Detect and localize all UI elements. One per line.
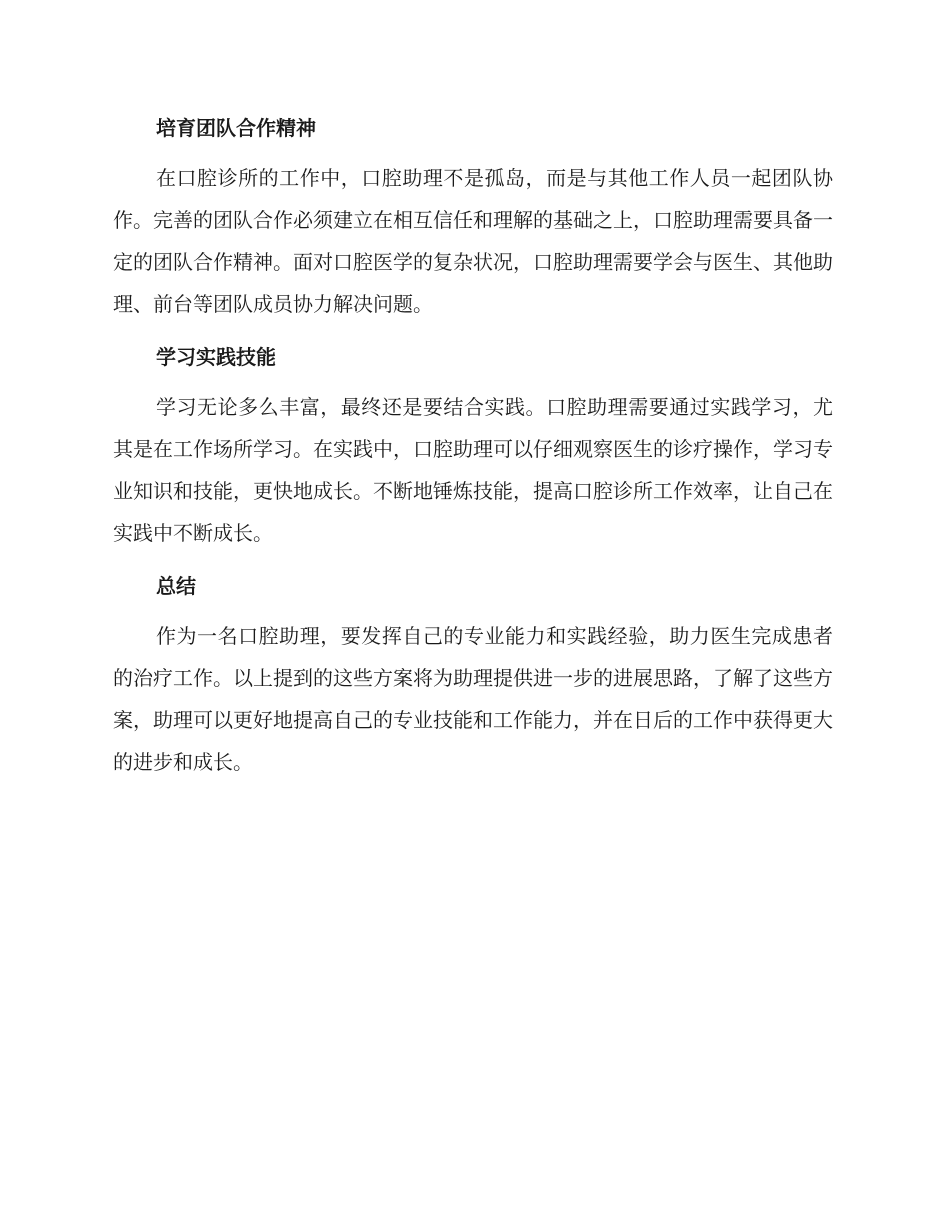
section-heading: 培育团队合作精神 <box>156 116 316 140</box>
section-practice-skills <box>113 337 833 554</box>
section-paragraph: 在口腔诊所的工作中，口腔助理不是孤岛，而是与其他工作人员一起团队协作。完善的团队合作必须建立在相互信任和理解的基础之上，口腔助理需要具备一定的团队合作精神。面对口腔医学的复杂状况，口腔助理需要学会与医生、其他助理、前台等团队成员协力解决问题。 <box>113 166 833 316</box>
section-paragraph: 学习无论多么丰富，最终还是要结合实践。口腔助理需要通过实践学习，尤其是在工作场所学习。在实践中，口腔助理可以仔细观察医生的诊疗操作，学习专业知识和技能，更快地成长。不断地锤炼技能，提高口腔诊所工作效率，让自己在实践中不断成长。 <box>113 395 833 545</box>
document-page <box>113 108 833 795</box>
section-heading: 总结 <box>156 574 196 598</box>
section-paragraph: 作为一名口腔助理，要发挥自己的专业能力和实践经验，助力医生完成患者的治疗工作。以上提到的这些方案将为助理提供进一步的进展思路，了解了这些方案，助理可以更好地提高自己的专业技能和工作能力，并在日后的工作中获得更大的进步和成长。 <box>113 624 833 774</box>
section-heading: 学习实践技能 <box>156 345 276 369</box>
section-teamwork <box>113 108 833 325</box>
section-summary <box>113 566 833 783</box>
